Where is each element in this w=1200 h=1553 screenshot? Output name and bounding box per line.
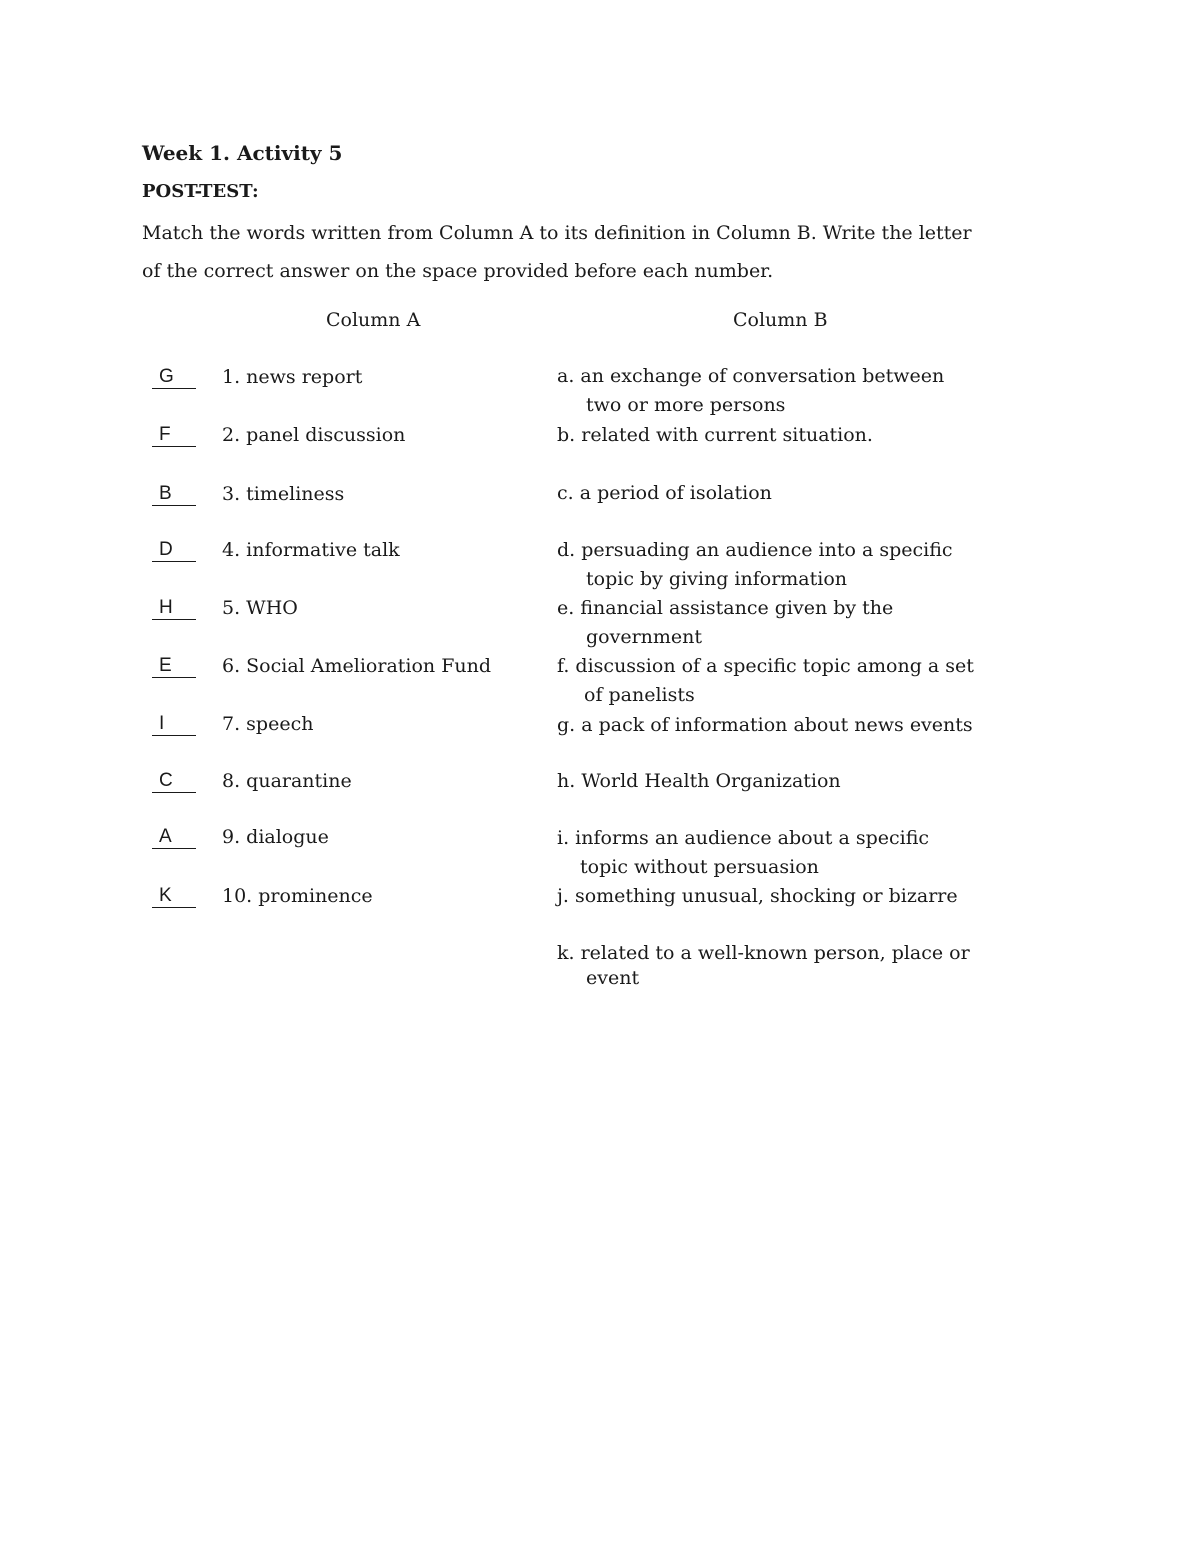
definition-text: a. an exchange of conversation between: [557, 365, 945, 387]
definition-item: [557, 652, 974, 710]
definition-item: [557, 711, 973, 740]
column-a-header: Column A: [326, 309, 421, 331]
definition-continuation: topic by giving information: [586, 568, 848, 590]
term-item: 10. prominence: [222, 885, 373, 907]
definition-text: k. related to a well-known person, place or: [557, 942, 970, 964]
term-item: 2. panel discussion: [222, 424, 406, 446]
definition-continuation: of panelists: [584, 684, 695, 706]
answer-blank[interactable]: D: [152, 540, 196, 562]
answer-blank[interactable]: K: [152, 886, 196, 908]
term-item: 7. speech: [222, 713, 314, 735]
answer-blank[interactable]: I: [152, 714, 196, 736]
instructions: [142, 214, 1082, 290]
section-heading: POST-TEST:: [142, 181, 259, 202]
column-b-header: Column B: [733, 309, 828, 331]
definition-item: [557, 939, 970, 993]
answer-blank[interactable]: H: [152, 598, 196, 620]
definition-continuation: two or more persons: [586, 394, 786, 416]
answer-blank[interactable]: E: [152, 656, 196, 678]
page-title: Week 1. Activity 5: [142, 141, 343, 165]
term-item: 5. WHO: [222, 597, 298, 619]
definition-text: i. informs an audience about a specific: [557, 827, 930, 849]
definition-item: [557, 594, 893, 652]
definition-item: [557, 536, 953, 594]
definition-text: h. World Health Organization: [557, 770, 841, 792]
instructions-line: Match the words written from Column A to its definition in Column B. Write the letter: [142, 222, 972, 244]
answer-blank[interactable]: A: [152, 827, 196, 849]
definition-text: b. related with current situation.: [557, 424, 873, 446]
definition-continuation: topic without persuasion: [580, 856, 819, 878]
definition-item: [557, 824, 929, 882]
definition-text: g. a pack of information about news events: [557, 714, 973, 736]
answer-blank[interactable]: G: [152, 367, 196, 389]
definition-text: j. something unusual, shocking or bizarre: [557, 885, 958, 907]
definition-text: f. discussion of a specific topic among a set: [557, 655, 974, 677]
term-item: 9. dialogue: [222, 826, 329, 848]
definition-text: c. a period of isolation: [557, 482, 772, 504]
definition-continuation: government: [586, 626, 703, 648]
definition-text: e. financial assistance given by the: [557, 597, 894, 619]
definition-item: [557, 882, 958, 911]
definition-item: [557, 479, 772, 508]
definition-text: d. persuading an audience into a specific: [557, 539, 953, 561]
term-item: 8. quarantine: [222, 770, 352, 792]
definition-item: [557, 767, 841, 796]
answer-blank[interactable]: C: [152, 771, 196, 793]
answer-blank[interactable]: B: [152, 484, 196, 506]
answer-blank[interactable]: F: [152, 425, 196, 447]
term-item: 6. Social Amelioration Fund: [222, 655, 492, 677]
instructions-line: of the correct answer on the space provided before each number.: [142, 260, 774, 282]
definition-item: [557, 362, 944, 420]
term-item: 4. informative talk: [222, 539, 400, 561]
definition-continuation: event: [586, 967, 640, 989]
term-item: 1. news report: [222, 366, 363, 388]
term-item: 3. timeliness: [222, 483, 345, 505]
definition-item: [557, 421, 873, 450]
